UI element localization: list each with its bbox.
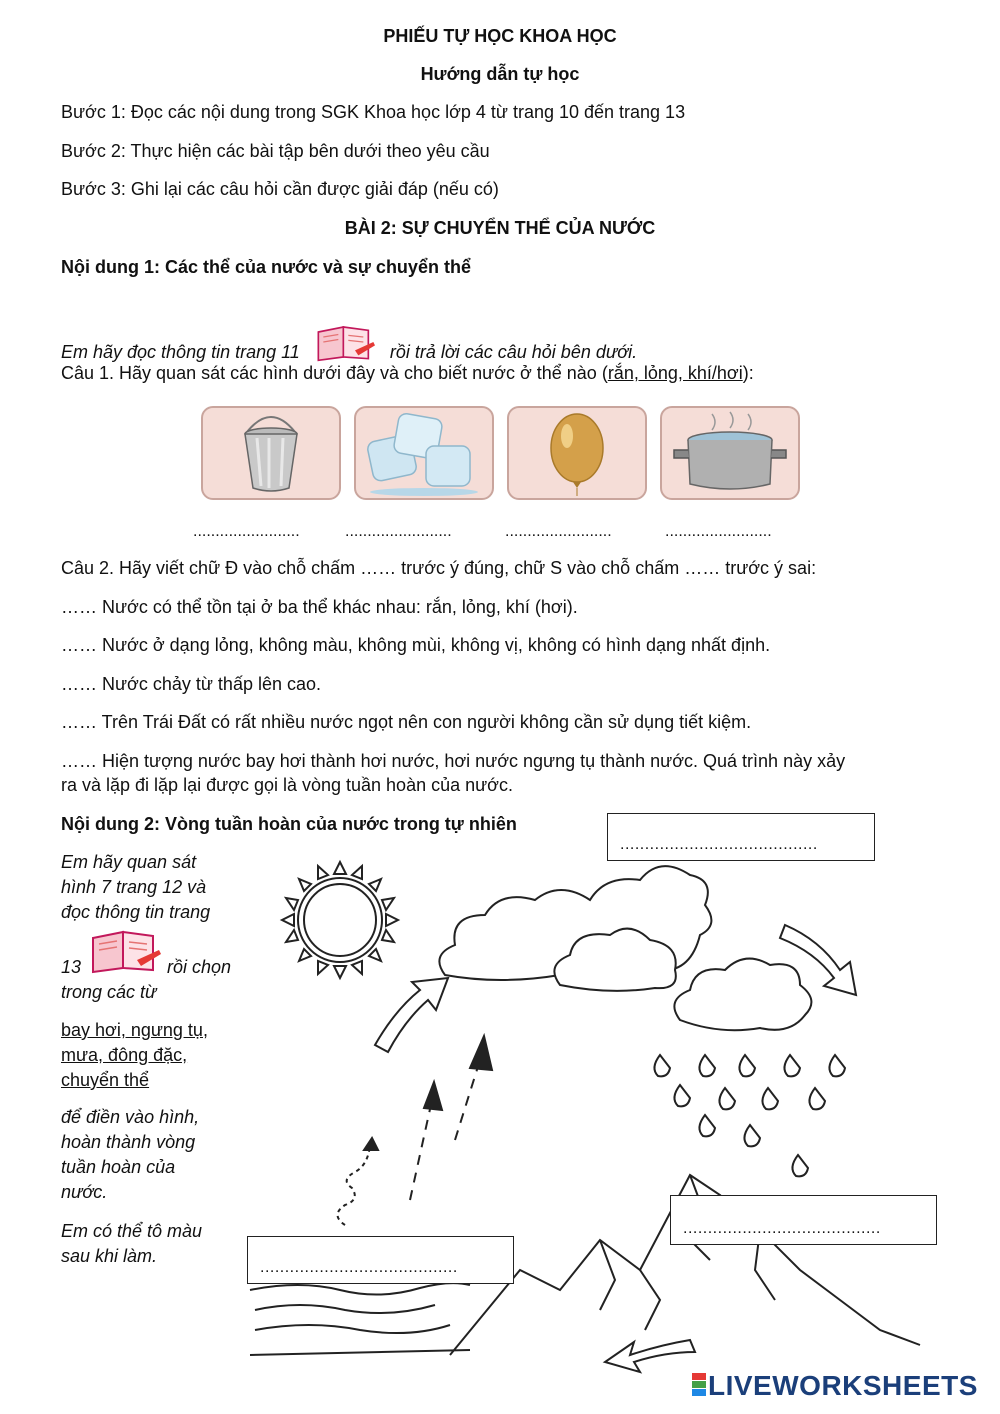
statement-5: …… Hiện tượng nước bay hơi thành hơi nước, hơi nước ngưng tụ thành nước. Quá trình này xảy	[61, 751, 846, 771]
logo-text: LIVEWORKSHEETS	[708, 1370, 978, 1401]
q1-blank-3[interactable]: ........................	[505, 523, 612, 540]
statement-5-cont: ra và lặp đi lặp lại được gọi là vòng tuần hoàn của nước.	[61, 775, 513, 795]
raindrop-icon	[654, 1055, 845, 1176]
lesson-title: BÀI 2: SỰ CHUYỂN THỂ CỦA NƯỚC	[344, 218, 656, 238]
page-subtitle: Hướng dẫn tự học	[420, 64, 580, 84]
instruction-before: Em hãy đọc thông tin trang 11	[61, 342, 300, 362]
side-line-4: trong các từ	[61, 982, 157, 1002]
step-2: Bước 2: Thực hiện các bài tập bên dưới theo yêu cầu	[61, 141, 490, 161]
side-line: sau khi làm.	[61, 1246, 158, 1266]
pot-icon	[662, 408, 798, 498]
word-choice-line: chuyển thể	[61, 1070, 150, 1090]
section1-heading: Nội dung 1: Các thể của nước và sự chuyển thể	[61, 257, 471, 277]
statement-3: …… Nước chảy từ thấp lên cao.	[61, 674, 322, 694]
water-cycle-diagram	[0, 840, 1000, 1400]
question-2: Câu 2. Hãy viết chữ Đ vào chỗ chấm …… trước ý đúng, chữ S vào chỗ chấm …… trước ý sai:	[61, 558, 817, 578]
side-line: hình 7 trang 12 và	[61, 877, 207, 897]
logo-mark-icon	[692, 1371, 706, 1399]
answer-box-left[interactable]	[247, 1236, 514, 1284]
ice-icon	[356, 408, 492, 498]
step-3: Bước 3: Ghi lại các câu hỏi cần được giải đáp (nếu có)	[61, 179, 499, 199]
bucket-icon	[203, 408, 339, 498]
answer-box-top-dots: ........................................	[620, 836, 818, 853]
answer-box-top[interactable]	[607, 813, 875, 861]
side-page: 13	[61, 957, 82, 977]
answer-box-left-dots: ........................................	[260, 1259, 458, 1276]
side-line: đọc thông tin trang	[61, 902, 211, 922]
liveworksheets-logo	[692, 1370, 978, 1402]
statement-2: …… Nước ở dạng lỏng, không màu, không mùi, không vị, không có hình dạng nhất định.	[61, 635, 771, 655]
side-after-icon: rồi chọn	[167, 957, 232, 977]
page-title: PHIẾU TỰ HỌC KHOA HỌC	[383, 26, 617, 46]
answer-box-right[interactable]	[670, 1195, 937, 1245]
side-line: để điền vào hình,	[61, 1107, 200, 1127]
statement-1: …… Nước có thể tồn tại ở ba thể khác nhau: rắn, lỏng, khí (hơi).	[61, 597, 578, 617]
book-icon	[309, 322, 381, 362]
question-1	[61, 363, 754, 384]
instruction-after: rồi trả lời các câu hỏi bên dưới.	[389, 342, 638, 362]
side-line: Em hãy quan sát	[61, 852, 197, 872]
balloon-tile	[507, 406, 647, 500]
side-line: Em có thể tô màu	[61, 1221, 203, 1241]
bucket-tile	[201, 406, 341, 500]
section1-instruction	[61, 322, 637, 363]
word-choice-line: mưa, đông đặc,	[61, 1045, 188, 1065]
q1-prefix: Câu 1. Hãy quan sát các hình dưới đây và cho biết nước ở thể nào (	[61, 363, 608, 383]
side-line: hoàn thành vòng	[61, 1132, 196, 1152]
sea-icon	[250, 1283, 470, 1355]
statement-4: …… Trên Trái Đất có rất nhiều nước ngọt nên con người không cần sử dụng tiết kiệm.	[61, 712, 752, 732]
q1-options: rắn, lỏng, khí/hơi	[607, 363, 743, 383]
side-line: tuần hoàn của	[61, 1157, 176, 1177]
q1-suffix: ):	[742, 363, 754, 383]
answer-box-right-dots: ........................................	[683, 1220, 881, 1237]
balloon-icon	[509, 408, 645, 498]
q1-blank-4[interactable]: ........................	[665, 523, 772, 540]
cloud-icon	[439, 866, 811, 1030]
ice-tile	[354, 406, 494, 500]
word-choice-line: bay hơi, ngưng tụ,	[61, 1020, 208, 1040]
section2-heading: Nội dung 2: Vòng tuần hoàn của nước trong tự nhiên	[61, 814, 517, 834]
q1-blank-2[interactable]: ........................	[345, 523, 452, 540]
q1-blank-1[interactable]: ........................	[193, 523, 300, 540]
side-line: nước.	[61, 1182, 108, 1202]
pot-tile	[660, 406, 800, 500]
step-1: Bước 1: Đọc các nội dung trong SGK Khoa học lớp 4 từ trang 10 đến trang 13	[61, 102, 686, 122]
sun-icon	[282, 862, 398, 978]
